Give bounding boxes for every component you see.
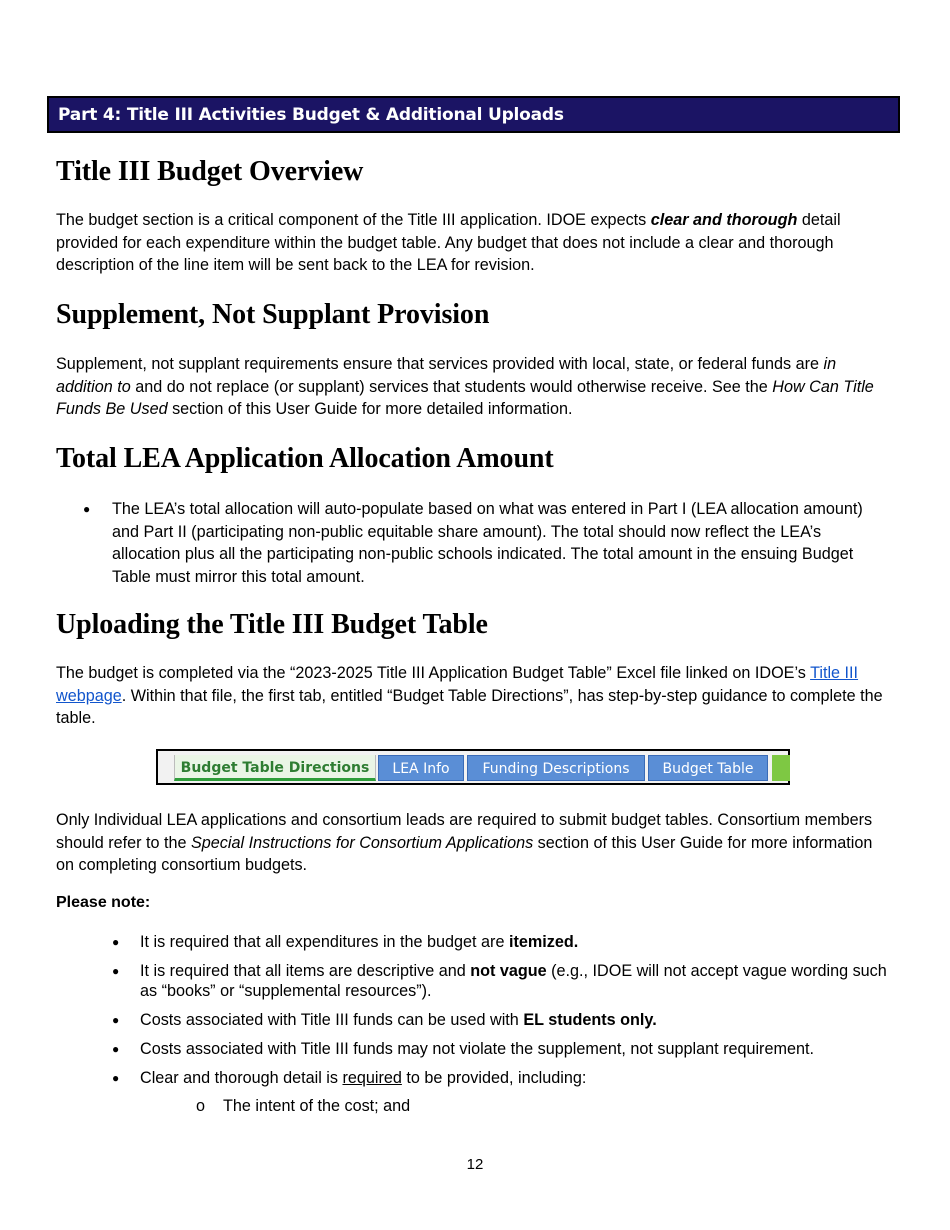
please-note-label: Please note: xyxy=(56,894,151,911)
notes-list xyxy=(56,932,892,1097)
consortium-paragraph xyxy=(56,809,892,877)
part-banner-title: Part 4: Title III Activities Budget & Additional Uploads xyxy=(58,105,564,125)
bullet-icon: ● xyxy=(112,935,120,949)
supplement-paragraph xyxy=(56,353,892,421)
heading-total-allocation: Total LEA Application Allocation Amount xyxy=(56,443,554,474)
tab-budget-table-directions[interactable]: Budget Table Directions xyxy=(174,755,376,781)
overview-paragraph xyxy=(56,209,892,277)
bullet-icon: ● xyxy=(83,502,91,516)
text: Supplement, not supplant requirements ensure that services provided with local, state, or federal funds are xyxy=(56,355,824,373)
list-item-text: The LEA’s total allocation will auto-populate based on what was entered in Part I (LEA allocation amount) and Part II (participating non-public equitable share amount). The total should now reflect the LEA’s allocation plus all the participating non-public schools indicated. The total amount in the ensuing Budget Table must mirror this total amount. xyxy=(112,500,863,586)
bullet-icon: ● xyxy=(112,1071,120,1085)
sub-bullet-icon: o xyxy=(196,1097,206,1115)
tab-lea-info[interactable]: LEA Info xyxy=(378,755,464,781)
list-item xyxy=(56,932,892,952)
emphasis: required xyxy=(342,1069,402,1087)
text: It is required that all expenditures in the budget are xyxy=(140,933,509,951)
text: (e.g., IDOE will not accept vague wording such as “books” or “supplemental resources”). xyxy=(140,962,887,1000)
text: Costs associated with Title III funds may not violate the supplement, not supplant requirement. xyxy=(140,1040,814,1058)
heading-budget-overview: Title III Budget Overview xyxy=(56,156,364,187)
list-item xyxy=(56,1068,892,1088)
allocation-list xyxy=(56,498,892,588)
text: Clear and thorough detail is xyxy=(140,1069,343,1087)
text: The budget section is a critical component of the Title III application. IDOE expects xyxy=(56,211,651,229)
emphasis: clear and thorough xyxy=(650,211,798,229)
excel-tab-strip xyxy=(156,749,790,785)
sub-list-item-text: The intent of the cost; and xyxy=(223,1097,411,1115)
emphasis: How Can Title Funds Be Used xyxy=(56,377,874,418)
emphasis: itemized. xyxy=(508,933,579,951)
list-item xyxy=(56,498,892,588)
bullet-icon: ● xyxy=(112,1013,120,1027)
part-banner xyxy=(47,96,900,133)
text: . Within that file, the first tab, entitled “Budget Table Directions”, has step-by-step guidance to complete the table. xyxy=(56,686,883,727)
title-iii-webpage-link[interactable]: Title III webpage xyxy=(56,664,859,705)
list-item xyxy=(56,1010,892,1030)
bullet-icon: ● xyxy=(112,964,120,978)
text: section of this User Guide for more information on completing consortium budgets. xyxy=(56,833,873,874)
emphasis: EL students only. xyxy=(523,1011,657,1029)
sub-list-item xyxy=(196,1096,410,1116)
tab-budget-table[interactable]: Budget Table xyxy=(648,755,768,781)
text: Costs associated with Title III funds can be used with xyxy=(140,1011,524,1029)
text: to be provided, including: xyxy=(401,1069,587,1087)
page-number: 12 xyxy=(466,1156,484,1173)
heading-uploading-budget-table: Uploading the Title III Budget Table xyxy=(56,609,488,640)
emphasis: not vague xyxy=(470,962,547,980)
emphasis: Special Instructions for Consortium Applications xyxy=(190,833,534,852)
text: and do not replace (or supplant) services that students would otherwise receive. See the xyxy=(130,377,773,396)
tab-partial-green[interactable] xyxy=(772,755,790,781)
heading-supplement-not-supplant: Supplement, Not Supplant Provision xyxy=(56,299,490,330)
emphasis: in addition to xyxy=(56,355,837,396)
text: detail provided for each expenditure within the budget table. Any budget that does not include a clear and thorough description of the line item will be sent back to the LEA for revision. xyxy=(56,211,841,274)
bullet-icon: ● xyxy=(112,1042,120,1056)
upload-paragraph xyxy=(56,662,892,730)
text: The budget is completed via the “2023-2025 Title III Application Budget Table” Excel file linked on IDOE’s xyxy=(56,664,811,682)
list-item xyxy=(56,961,892,1001)
text: It is required that all items are descriptive and xyxy=(140,962,471,980)
list-item xyxy=(56,1039,892,1059)
text: section of this User Guide for more detailed information. xyxy=(167,400,573,418)
tab-funding-descriptions[interactable]: Funding Descriptions xyxy=(467,755,645,781)
text: Only Individual LEA applications and consortium leads are required to submit budget tables. Consortium members should refer to the xyxy=(56,811,873,852)
